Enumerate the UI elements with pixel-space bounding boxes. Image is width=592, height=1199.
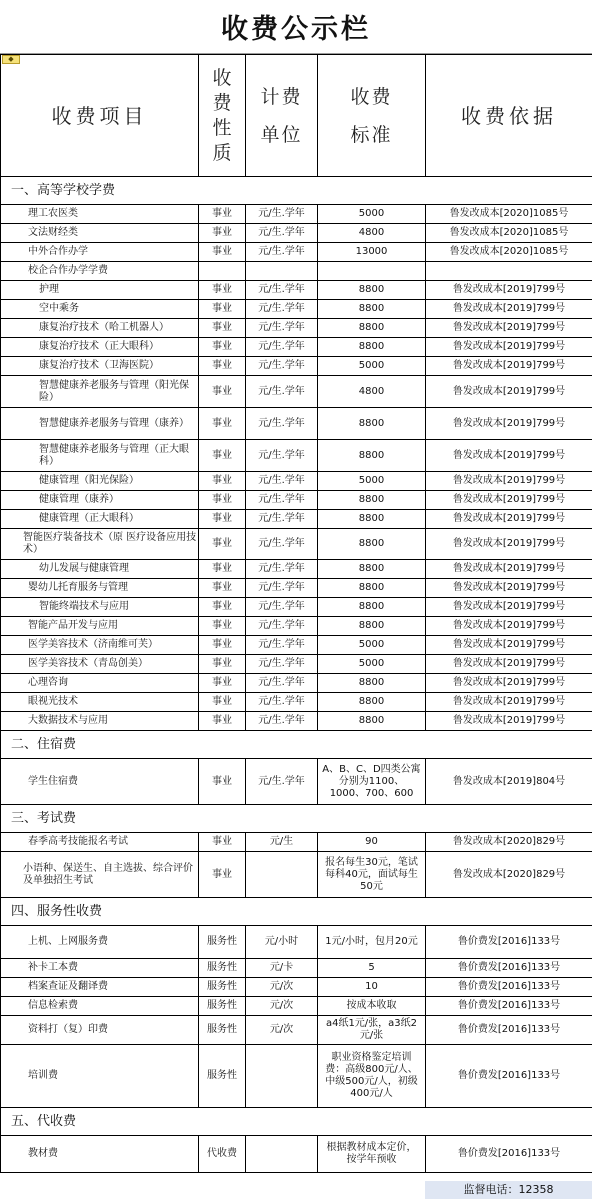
fee-unit: 元/生.学年 <box>246 655 318 674</box>
fee-basis: 鲁发改成本[2019]799号 <box>426 655 592 674</box>
fee-name: 中外合作办学 <box>1 243 199 262</box>
fee-standard: 8800 <box>318 560 426 579</box>
cell-comment-icon: ◆ <box>2 55 20 64</box>
fee-basis: 鲁价费发[2016]133号 <box>426 978 592 997</box>
fee-basis: 鲁发改成本[2020]1085号 <box>426 224 592 243</box>
fee-basis: 鲁发改成本[2019]799号 <box>426 357 592 376</box>
table-row <box>1 510 592 529</box>
fee-nature: 事业 <box>199 440 246 472</box>
fee-name: 大数据技术与应用 <box>1 712 199 731</box>
fee-basis: 鲁价费发[2016]133号 <box>426 1016 592 1045</box>
fee-name: 学生住宿费 <box>1 759 199 805</box>
fee-name: 智能医疗装备技术（原 医疗设备应用技术） <box>1 529 199 560</box>
fee-standard: 8800 <box>318 529 426 560</box>
fee-unit: 元/生.学年 <box>246 529 318 560</box>
table-row <box>1 1136 592 1173</box>
fee-nature: 事业 <box>199 472 246 491</box>
fee-basis: 鲁发改成本[2019]799号 <box>426 472 592 491</box>
fee-standard: 8800 <box>318 440 426 472</box>
fee-basis: 鲁发改成本[2019]799号 <box>426 376 592 408</box>
fee-unit: 元/生.学年 <box>246 472 318 491</box>
empty-cell <box>426 262 592 281</box>
fee-standard: a4纸1元/张，a3纸2元/张 <box>318 1016 426 1045</box>
table-row <box>1 759 592 805</box>
fee-unit: 元/生.学年 <box>246 300 318 319</box>
fee-basis: 鲁发改成本[2019]799号 <box>426 693 592 712</box>
fee-standard: A、B、C、D四类公寓分别为1100、1000、700、600 <box>318 759 426 805</box>
table-row <box>1 300 592 319</box>
fee-standard: 8800 <box>318 491 426 510</box>
fee-basis: 鲁发改成本[2019]799号 <box>426 579 592 598</box>
fee-nature: 事业 <box>199 205 246 224</box>
fee-basis: 鲁价费发[2016]133号 <box>426 997 592 1016</box>
fee-basis: 鲁发改成本[2020]1085号 <box>426 205 592 224</box>
fee-standard: 8800 <box>318 319 426 338</box>
header-unit-line1: 计费 <box>260 85 303 108</box>
fee-nature: 事业 <box>199 617 246 636</box>
fee-basis: 鲁发改成本[2020]829号 <box>426 852 592 898</box>
table-row <box>1 674 592 693</box>
fee-nature: 事业 <box>199 281 246 300</box>
table-row <box>1 281 592 300</box>
fee-name: 培训费 <box>1 1045 199 1108</box>
fee-nature: 事业 <box>199 579 246 598</box>
header-nature-text: 收费性质 <box>212 66 232 164</box>
table-row <box>1 636 592 655</box>
fee-basis: 鲁发改成本[2019]799号 <box>426 674 592 693</box>
fee-unit: 元/生.学年 <box>246 491 318 510</box>
fee-standard: 8800 <box>318 281 426 300</box>
fee-basis: 鲁价费发[2016]133号 <box>426 959 592 978</box>
fee-unit <box>246 1136 318 1173</box>
section-title-services: 四、服务性收费 <box>1 898 592 926</box>
table-row <box>1 472 592 491</box>
table-row <box>1 712 592 731</box>
fee-name: 理工农医类 <box>1 205 199 224</box>
fee-unit: 元/生.学年 <box>246 319 318 338</box>
fee-name-subheading: 校企合作办学学费 <box>1 262 199 281</box>
fee-nature: 事业 <box>199 636 246 655</box>
fee-basis: 鲁发改成本[2019]799号 <box>426 529 592 560</box>
empty-cell <box>318 262 426 281</box>
table-row <box>1 357 592 376</box>
table-row <box>1 598 592 617</box>
fee-unit: 元/生.学年 <box>246 617 318 636</box>
fee-name: 春季高考技能报名考试 <box>1 833 199 852</box>
fee-basis: 鲁发改成本[2020]1085号 <box>426 243 592 262</box>
fee-basis: 鲁发改成本[2019]799号 <box>426 617 592 636</box>
table-row <box>1 376 592 408</box>
empty-cell <box>199 262 246 281</box>
table-row <box>1 852 592 898</box>
fee-name: 智慧健康养老服务与管理（正大眼科） <box>1 440 199 472</box>
table-row <box>1 693 592 712</box>
fee-basis: 鲁发改成本[2020]829号 <box>426 833 592 852</box>
header-unit-line2: 单位 <box>260 123 303 146</box>
fee-name: 档案查证及翻译费 <box>1 978 199 997</box>
fee-unit: 元/生.学年 <box>246 243 318 262</box>
section-row <box>1 1108 592 1136</box>
fee-name: 康复治疗技术（哈工机器人） <box>1 319 199 338</box>
fee-basis: 鲁发改成本[2019]799号 <box>426 281 592 300</box>
fee-name: 心理咨询 <box>1 674 199 693</box>
table-row <box>1 205 592 224</box>
fee-name: 健康管理（阳光保险） <box>1 472 199 491</box>
fee-standard: 8800 <box>318 510 426 529</box>
fee-name: 医学美容技术（济南维可芙） <box>1 636 199 655</box>
table-row <box>1 408 592 440</box>
fee-name: 医学美容技术（青岛创美） <box>1 655 199 674</box>
fee-unit: 元/卡 <box>246 959 318 978</box>
section-title-housing: 二、住宿费 <box>1 731 592 759</box>
fee-name: 智慧健康养老服务与管理（阳光保险） <box>1 376 199 408</box>
table-row <box>1 655 592 674</box>
fee-basis: 鲁发改成本[2019]799号 <box>426 636 592 655</box>
fee-name: 智能终端技术与应用 <box>1 598 199 617</box>
fee-unit: 元/生 <box>246 833 318 852</box>
section-title-collected: 五、代收费 <box>1 1108 592 1136</box>
fee-nature: 事业 <box>199 655 246 674</box>
fee-unit: 元/生.学年 <box>246 281 318 300</box>
fee-nature: 事业 <box>199 693 246 712</box>
fee-standard: 4800 <box>318 224 426 243</box>
fee-unit: 元/生.学年 <box>246 759 318 805</box>
header-name: 收费项目 <box>1 55 199 177</box>
fee-nature: 事业 <box>199 491 246 510</box>
fee-basis: 鲁发改成本[2019]799号 <box>426 300 592 319</box>
fee-standard: 10 <box>318 978 426 997</box>
fee-nature: 事业 <box>199 357 246 376</box>
fee-nature: 事业 <box>199 852 246 898</box>
fee-standard: 13000 <box>318 243 426 262</box>
fee-unit: 元/生.学年 <box>246 636 318 655</box>
section-row <box>1 731 592 759</box>
fee-name: 康复治疗技术（正大眼科） <box>1 338 199 357</box>
fee-standard: 职业资格鉴定培训费：高级800元/人、中级500元/人，初级400元/人 <box>318 1045 426 1108</box>
section-title-exams: 三、考试费 <box>1 805 592 833</box>
table-row <box>1 959 592 978</box>
footer-phone: 12358 <box>518 1183 554 1196</box>
fee-standard: 5000 <box>318 357 426 376</box>
header-nature <box>199 55 246 177</box>
fee-name: 资料打（复）印费 <box>1 1016 199 1045</box>
table-row <box>1 978 592 997</box>
fee-name: 小语种、保送生、自主选拔、综合评价及单独招生考试 <box>1 852 199 898</box>
fee-name: 婴幼儿托育服务与管理 <box>1 579 199 598</box>
fee-unit: 元/生.学年 <box>246 376 318 408</box>
table-row <box>1 224 592 243</box>
header-standard-line2: 标准 <box>350 123 393 146</box>
page-title: 收费公示栏 <box>0 0 592 54</box>
fee-standard: 8800 <box>318 712 426 731</box>
fee-name: 眼视光技术 <box>1 693 199 712</box>
fee-standard: 8800 <box>318 300 426 319</box>
fee-standard: 8800 <box>318 579 426 598</box>
fee-name: 智能产品开发与应用 <box>1 617 199 636</box>
table-row <box>1 243 592 262</box>
fee-basis: 鲁价费发[2016]133号 <box>426 926 592 959</box>
fee-basis: 鲁发改成本[2019]799号 <box>426 408 592 440</box>
table-row <box>1 997 592 1016</box>
header-standard-line1: 收费 <box>350 85 393 108</box>
fee-nature: 事业 <box>199 224 246 243</box>
fee-standard: 90 <box>318 833 426 852</box>
fee-basis: 鲁发改成本[2019]799号 <box>426 491 592 510</box>
fee-basis: 鲁发改成本[2019]799号 <box>426 560 592 579</box>
table-row <box>1 529 592 560</box>
header-unit <box>246 55 318 177</box>
header-standard <box>318 55 426 177</box>
fee-unit: 元/生.学年 <box>246 440 318 472</box>
fee-name: 智慧健康养老服务与管理（康养） <box>1 408 199 440</box>
fee-standard: 4800 <box>318 376 426 408</box>
fee-unit: 元/次 <box>246 1016 318 1045</box>
footer-hotline <box>425 1181 592 1199</box>
table-row <box>1 560 592 579</box>
header-basis: 收费依据 <box>426 55 592 177</box>
fee-standard: 8800 <box>318 598 426 617</box>
fee-nature: 服务性 <box>199 997 246 1016</box>
fee-name: 上机、上网服务费 <box>1 926 199 959</box>
table-row <box>1 617 592 636</box>
fee-unit: 元/生.学年 <box>246 224 318 243</box>
fee-nature: 事业 <box>199 529 246 560</box>
fee-nature: 事业 <box>199 560 246 579</box>
fee-basis: 鲁发改成本[2019]799号 <box>426 510 592 529</box>
fee-nature: 事业 <box>199 319 246 338</box>
fee-name: 康复治疗技术（卫海医院） <box>1 357 199 376</box>
fee-unit: 元/生.学年 <box>246 510 318 529</box>
table-row <box>1 491 592 510</box>
fee-basis: 鲁发改成本[2019]799号 <box>426 598 592 617</box>
fee-standard: 8800 <box>318 674 426 693</box>
fee-standard: 1元/小时，包月20元 <box>318 926 426 959</box>
fee-unit: 元/次 <box>246 978 318 997</box>
fee-nature: 事业 <box>199 598 246 617</box>
fee-basis: 鲁价费发[2016]133号 <box>426 1136 592 1173</box>
fee-nature: 事业 <box>199 759 246 805</box>
fee-nature: 服务性 <box>199 926 246 959</box>
fee-unit: 元/次 <box>246 997 318 1016</box>
fee-standard: 8800 <box>318 338 426 357</box>
fee-nature: 事业 <box>199 300 246 319</box>
fee-nature: 事业 <box>199 674 246 693</box>
fee-unit: 元/生.学年 <box>246 579 318 598</box>
fee-name: 护理 <box>1 281 199 300</box>
fee-name: 健康管理（正大眼科） <box>1 510 199 529</box>
fee-nature: 事业 <box>199 510 246 529</box>
fee-basis: 鲁价费发[2016]133号 <box>426 1045 592 1108</box>
fee-basis: 鲁发改成本[2019]804号 <box>426 759 592 805</box>
fee-table <box>0 54 592 1173</box>
empty-cell <box>246 262 318 281</box>
fee-name: 空中乘务 <box>1 300 199 319</box>
fee-standard: 8800 <box>318 408 426 440</box>
fee-nature: 事业 <box>199 376 246 408</box>
fee-standard: 8800 <box>318 617 426 636</box>
table-row <box>1 579 592 598</box>
fee-unit: 元/生.学年 <box>246 560 318 579</box>
fee-name: 健康管理（康养） <box>1 491 199 510</box>
fee-nature: 事业 <box>199 243 246 262</box>
fee-standard: 8800 <box>318 693 426 712</box>
fee-nature: 服务性 <box>199 978 246 997</box>
fee-nature: 服务性 <box>199 959 246 978</box>
fee-standard: 按成本收取 <box>318 997 426 1016</box>
fee-basis: 鲁发改成本[2019]799号 <box>426 319 592 338</box>
fee-unit <box>246 852 318 898</box>
fee-name: 信息检索费 <box>1 997 199 1016</box>
fee-unit: 元/生.学年 <box>246 674 318 693</box>
fee-unit: 元/生.学年 <box>246 205 318 224</box>
fee-unit: 元/生.学年 <box>246 598 318 617</box>
fee-standard: 5000 <box>318 205 426 224</box>
section-row <box>1 177 592 205</box>
section-row <box>1 898 592 926</box>
table-row <box>1 926 592 959</box>
fee-standard: 根据教材成本定价，按学年预收 <box>318 1136 426 1173</box>
table-row <box>1 833 592 852</box>
fee-nature: 事业 <box>199 833 246 852</box>
fee-unit: 元/小时 <box>246 926 318 959</box>
table-row <box>1 440 592 472</box>
footer-label: 监督电话： <box>463 1183 519 1196</box>
fee-basis: 鲁发改成本[2019]799号 <box>426 338 592 357</box>
fee-nature: 服务性 <box>199 1045 246 1108</box>
section-row <box>1 805 592 833</box>
section-title-tuition: 一、高等学校学费 <box>1 177 592 205</box>
fee-nature: 服务性 <box>199 1016 246 1045</box>
fee-name: 补卡工本费 <box>1 959 199 978</box>
table-row <box>1 262 592 281</box>
table-row <box>1 338 592 357</box>
fee-standard: 5000 <box>318 636 426 655</box>
fee-name: 教材费 <box>1 1136 199 1173</box>
fee-unit: 元/生.学年 <box>246 408 318 440</box>
fee-unit: 元/生.学年 <box>246 693 318 712</box>
fee-nature: 事业 <box>199 712 246 731</box>
fee-name: 文法财经类 <box>1 224 199 243</box>
fee-unit: 元/生.学年 <box>246 338 318 357</box>
fee-unit: 元/生.学年 <box>246 357 318 376</box>
fee-nature: 事业 <box>199 408 246 440</box>
fee-unit <box>246 1045 318 1108</box>
table-row <box>1 1016 592 1045</box>
fee-nature: 代收费 <box>199 1136 246 1173</box>
fee-standard: 5000 <box>318 655 426 674</box>
header-row <box>1 55 592 177</box>
fee-unit: 元/生.学年 <box>246 712 318 731</box>
table-row <box>1 1045 592 1108</box>
fee-standard: 5 <box>318 959 426 978</box>
fee-nature: 事业 <box>199 338 246 357</box>
table-row <box>1 319 592 338</box>
fee-basis: 鲁发改成本[2019]799号 <box>426 440 592 472</box>
fee-standard: 报名每生30元，笔试每科40元，面试每生50元 <box>318 852 426 898</box>
fee-name: 幼儿发展与健康管理 <box>1 560 199 579</box>
fee-basis: 鲁发改成本[2019]799号 <box>426 712 592 731</box>
fee-standard: 5000 <box>318 472 426 491</box>
